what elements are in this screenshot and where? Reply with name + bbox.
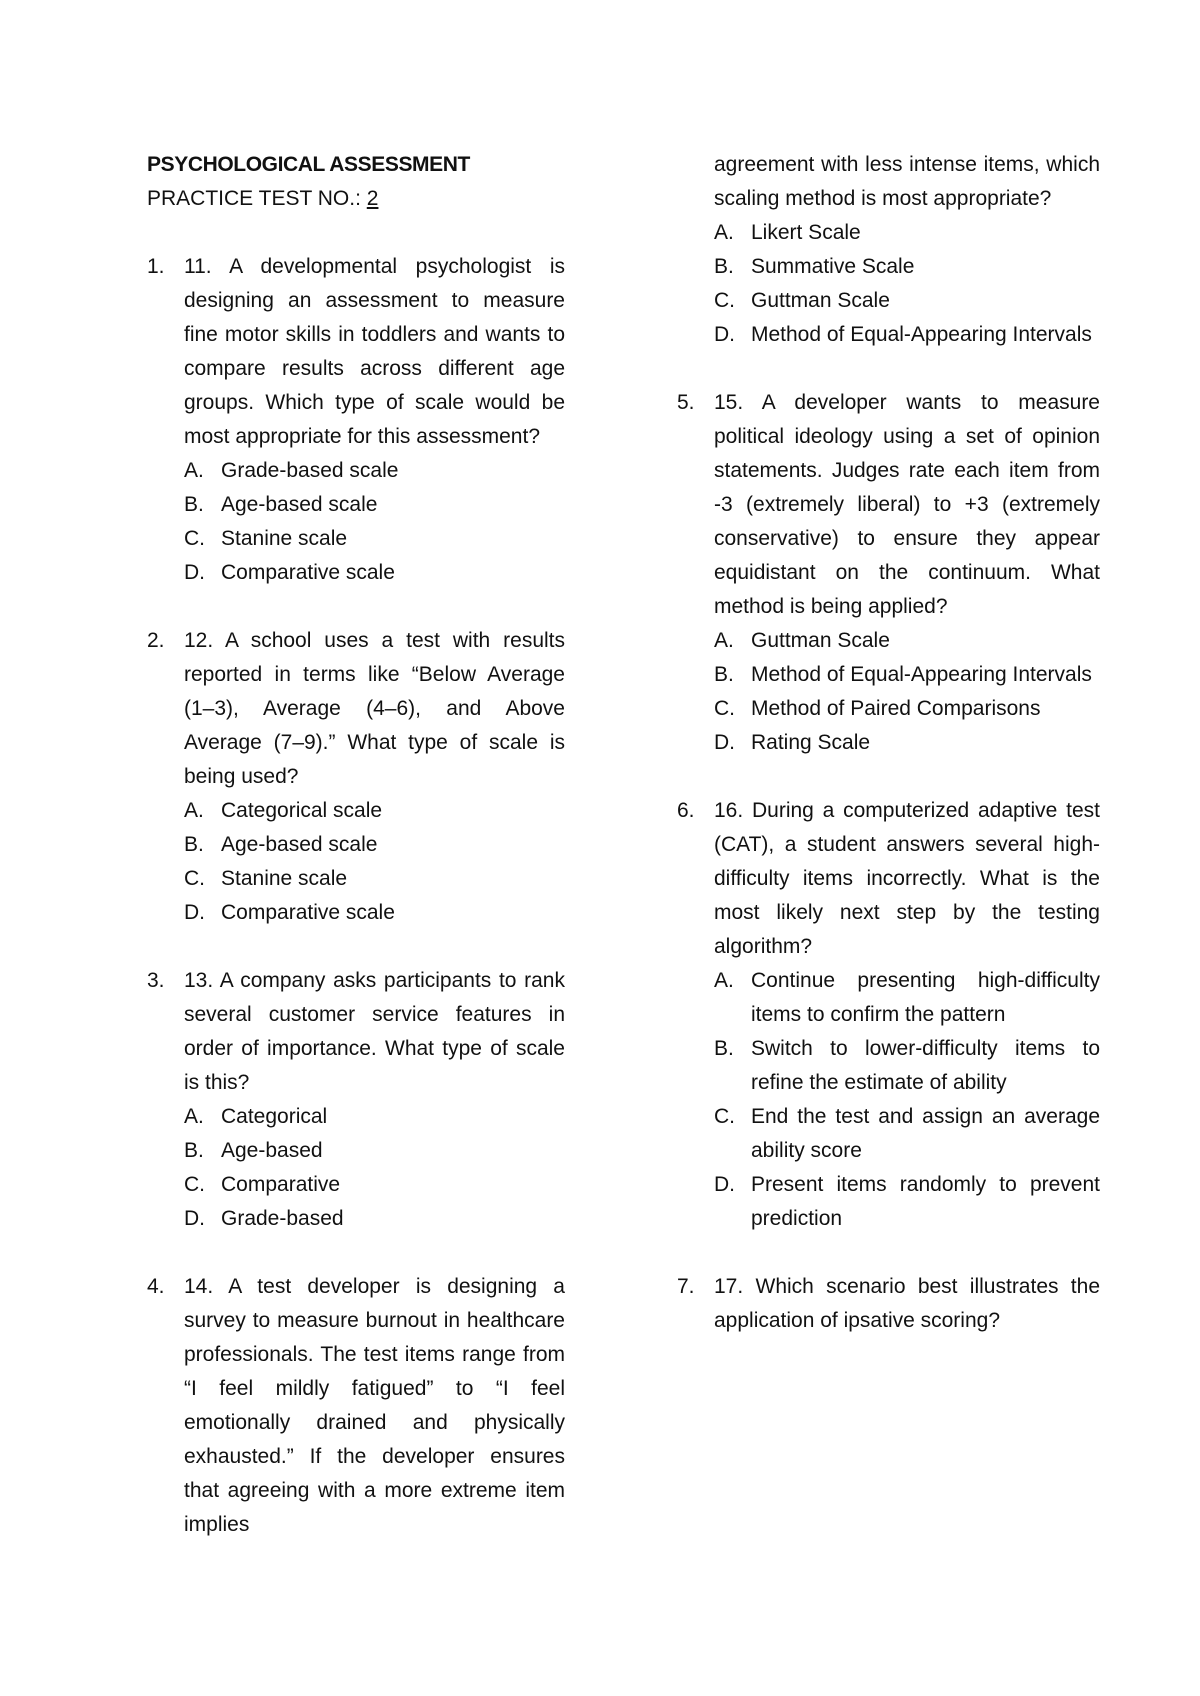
question-7: [677, 1270, 1100, 1338]
option-c: [714, 1100, 1100, 1168]
practice-test-prefix: PRACTICE TEST NO.:: [147, 187, 367, 210]
option-c: [184, 1168, 565, 1202]
question-number: 6.: [677, 799, 695, 822]
document-title: PSYCHOLOGICAL ASSESSMENT: [147, 153, 470, 176]
option-d: [714, 318, 1100, 352]
option-letter: C.: [184, 867, 205, 890]
options-list: [714, 216, 1100, 352]
option-letter: A.: [184, 1105, 204, 1128]
option-text: Age-based: [221, 1139, 323, 1162]
option-b: [714, 658, 1100, 692]
question-number: 3.: [147, 969, 165, 992]
option-text: Grade-based: [221, 1207, 344, 1230]
options-list: [714, 964, 1100, 1236]
question-4: [147, 1270, 565, 1542]
option-text: Grade-based scale: [221, 459, 399, 482]
option-text: Guttman Scale: [751, 289, 890, 312]
option-text: Present items randomly to prevent prediction: [751, 1173, 1100, 1230]
question-number: 5.: [677, 391, 695, 414]
option-letter: D.: [184, 561, 205, 584]
option-text: Stanine scale: [221, 527, 348, 550]
options-list: [184, 454, 565, 590]
question-stem: 12. A school uses a test with results reported in terms like “Below Average (1–3), Average (4–6), and Above Average (7–9).” What type of scale is being used?: [184, 629, 565, 788]
option-letter: A.: [714, 629, 734, 652]
options-list: [714, 624, 1100, 760]
question-3: [147, 964, 565, 1236]
option-text: Comparative scale: [221, 901, 395, 924]
right-column: [677, 148, 1100, 1338]
question-stem: 14. A test developer is designing a survey to measure burnout in healthcare professionals. The test items range from “I feel mildly fatigued” to “I feel emotionally drained and physically exhausted.” If the developer ensures that agreeing with a more extreme item implies: [184, 1275, 565, 1536]
option-letter: C.: [184, 1173, 205, 1196]
option-text: Categorical scale: [221, 799, 383, 822]
option-c: [714, 692, 1100, 726]
option-letter: C.: [714, 289, 735, 312]
left-column: [147, 148, 565, 1542]
practice-test-number: 2: [366, 187, 379, 210]
option-text: Stanine scale: [221, 867, 348, 890]
question-2: [147, 624, 565, 930]
options-list: [184, 794, 565, 930]
option-letter: D.: [184, 1207, 205, 1230]
option-d: [184, 896, 565, 930]
option-letter: C.: [714, 697, 735, 720]
question-stem: 17. Which scenario best illustrates the application of ipsative scoring?: [714, 1275, 1100, 1332]
option-text: Guttman Scale: [751, 629, 890, 652]
option-letter: B.: [714, 663, 734, 686]
option-letter: D.: [714, 731, 735, 754]
question-number: 1.: [147, 255, 165, 278]
question-stem: 11. A developmental psychologist is designing an assessment to measure fine motor skills in toddlers and wants to compare results across different age groups. Which type of scale would be most appropriate for this assessment?: [184, 255, 565, 448]
option-text: Method of Equal-Appearing Intervals: [751, 663, 1092, 686]
option-letter: B.: [714, 255, 734, 278]
option-b: [714, 1032, 1100, 1100]
option-a: [714, 624, 1100, 658]
option-b: [184, 488, 565, 522]
option-d: [714, 1168, 1100, 1236]
options-list: [184, 1100, 565, 1236]
option-letter: B.: [184, 493, 204, 516]
option-c: [184, 862, 565, 896]
option-letter: D.: [714, 323, 735, 346]
option-text: Comparative: [221, 1173, 341, 1196]
option-a: [184, 454, 565, 488]
question-number: 2.: [147, 629, 165, 652]
option-text: Age-based scale: [221, 493, 378, 516]
question-stem: 16. During a computerized adaptive test (CAT), a student answers several high-difficulty items incorrectly. What is the most likely next step by the testing algorithm?: [714, 799, 1100, 958]
option-letter: B.: [714, 1037, 734, 1060]
question-number: 7.: [677, 1275, 695, 1298]
option-letter: C.: [714, 1105, 735, 1128]
question-1: [147, 250, 565, 590]
question-stem-continued: agreement with less intense items, which scaling method is most appropriate?: [714, 153, 1100, 210]
option-c: [714, 284, 1100, 318]
option-letter: B.: [184, 1139, 204, 1162]
option-text: Method of Equal-Appearing Intervals: [751, 323, 1092, 346]
question-4-continued: [677, 148, 1100, 352]
question-6: [677, 794, 1100, 1236]
option-letter: A.: [184, 799, 204, 822]
option-b: [184, 1134, 565, 1168]
question-stem: 13. A company asks participants to rank several customer service features in order of importance. What type of scale is this?: [184, 969, 565, 1094]
option-letter: A.: [184, 459, 204, 482]
option-a: [714, 964, 1100, 1032]
option-letter: D.: [184, 901, 205, 924]
option-text: Method of Paired Comparisons: [751, 697, 1041, 720]
option-text: Categorical: [221, 1105, 328, 1128]
option-d: [184, 556, 565, 590]
option-d: [184, 1202, 565, 1236]
option-text: Comparative scale: [221, 561, 395, 584]
option-letter: A.: [714, 969, 734, 992]
option-text: Likert Scale: [751, 221, 861, 244]
option-a: [184, 794, 565, 828]
option-letter: A.: [714, 221, 734, 244]
option-text: Switch to lower-difficulty items to refine the estimate of ability: [751, 1037, 1100, 1094]
option-letter: C.: [184, 527, 205, 550]
option-text: Summative Scale: [751, 255, 915, 278]
option-text: End the test and assign an average ability score: [751, 1105, 1100, 1162]
question-number: 4.: [147, 1275, 165, 1298]
option-b: [184, 828, 565, 862]
option-text: Rating Scale: [751, 731, 871, 754]
option-letter: B.: [184, 833, 204, 856]
question-5: [677, 386, 1100, 760]
option-a: [184, 1100, 565, 1134]
option-b: [714, 250, 1100, 284]
question-stem: 15. A developer wants to measure political ideology using a set of opinion statements. Judges rate each item from -3 (extremely liberal) to +3 (extremely conservative) to ensure they appear equidistant on the continuum. What method is being applied?: [714, 391, 1100, 618]
option-text: Continue presenting high-difficulty items to confirm the pattern: [751, 969, 1100, 1026]
option-text: Age-based scale: [221, 833, 378, 856]
option-a: [714, 216, 1100, 250]
option-d: [714, 726, 1100, 760]
option-c: [184, 522, 565, 556]
practice-test-label: [147, 182, 565, 216]
option-letter: D.: [714, 1173, 735, 1196]
